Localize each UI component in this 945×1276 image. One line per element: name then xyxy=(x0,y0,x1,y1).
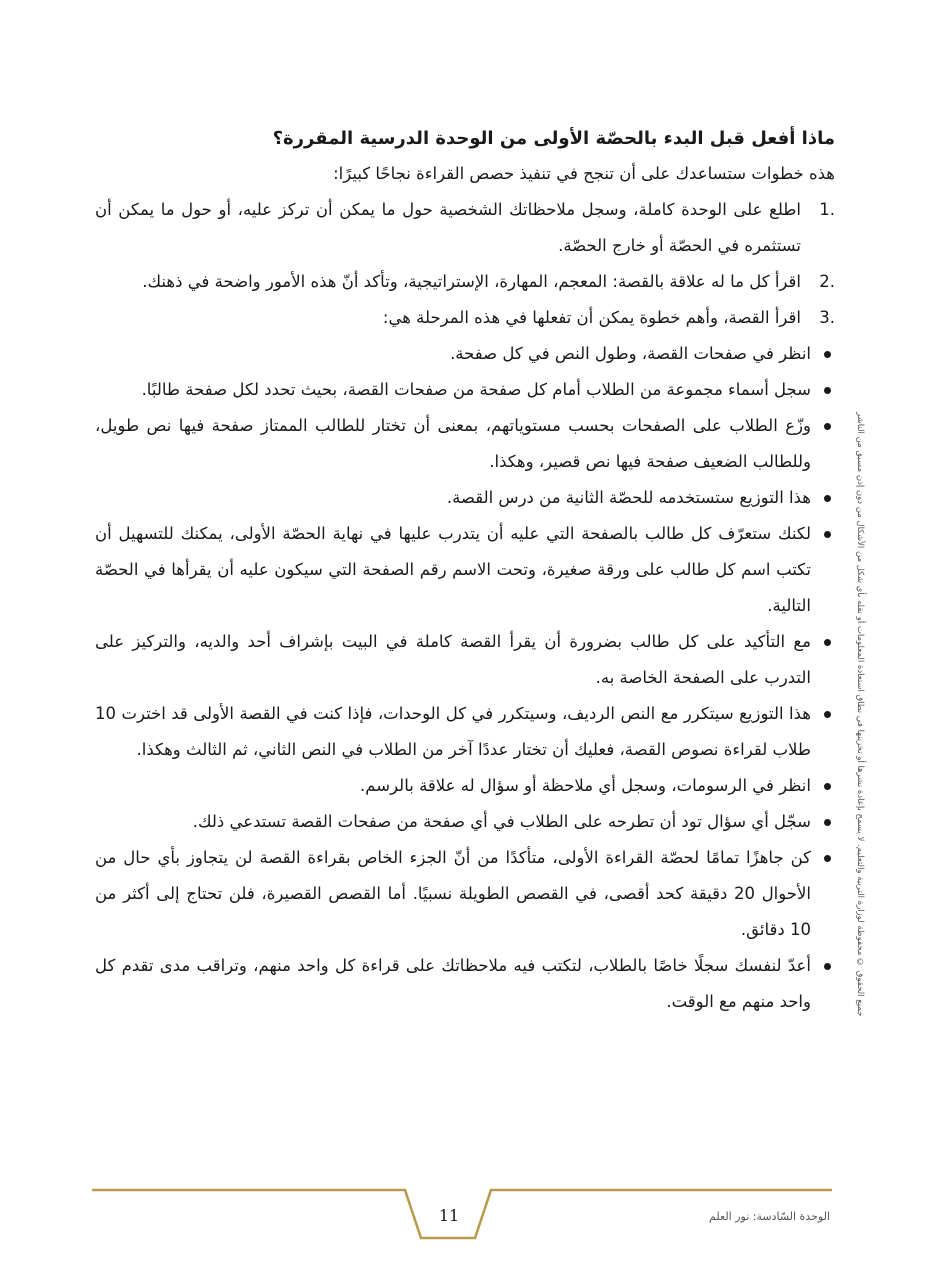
step-number: 2. xyxy=(819,272,835,291)
bullet-item: سجّل أي سؤال تود أن تطرحه على الطلاب في أي صفحة من صفحات القصة تستدعي ذلك. xyxy=(95,804,835,840)
step-text: اطلع على الوحدة كاملة، وسجل ملاحظاتك الشخصية حول ما يمكن أن تركز عليه، أو حول ما يمكن أن تستثمره في الحصّة أو خارج الحصّة. xyxy=(95,200,801,255)
bullet-item: لكنك ستعرّف كل طالب بالصفحة التي عليه أن يتدرب عليها في نهاية الحصّة الأولى، يمكنك للتسهيل أن تكتب اسم كل طالب على ورقة صغيرة، وتحت الاسم رقم الصفحة التي سيكون عليه أن يقرأها في الحصّة التالية. xyxy=(95,516,835,624)
bullet-item: انظر في الرسومات، وسجل أي ملاحظة أو سؤال له علاقة بالرسم. xyxy=(95,768,835,804)
bullet-item: هذا التوزيع ستستخدمه للحصّة الثانية من درس القصة. xyxy=(95,480,835,516)
step-number: 3. xyxy=(819,308,835,327)
bullet-list xyxy=(95,336,835,1020)
step-text: اقرأ القصة، وأهم خطوة يمكن أن تفعلها في هذه المرحلة هي: xyxy=(382,308,801,327)
footer-ornament xyxy=(0,1180,945,1276)
bullet-item: كن جاهزًا تمامًا لحصّة القراءة الأولى، متأكدًا من أنّ الجزء الخاص بقراءة القصة لن يتجاوز بأي حال من الأحوال 20 دقيقة كحد أقصى، في القصص الطويلة نسبيًا. أما القصص القصيرة، فلن تحتاج إلى أكثر من 10 دقائق. xyxy=(95,840,835,948)
copyright-note: جميع الحقوق © محفوظة لوزارة التربية والتعليم. لا يسمح بإعادة نشرها أو تخزينها في نطاق استعادة المعلومات أو نقله بأي شكل من الأشكال من دون إذن مسبق من الناشر xyxy=(855,411,865,1016)
steps-list xyxy=(95,192,835,336)
page-number: 11 xyxy=(438,1206,460,1225)
bullet-item: انظر في صفحات القصة، وطول النص في كل صفحة. xyxy=(95,336,835,372)
bullet-item: أعدّ لنفسك سجلًا خاصًا بالطلاب، لتكتب فيه ملاحظاتك على قراءة كل واحد منهم، وتراقب مدى تقدم كل واحد منهم مع الوقت. xyxy=(95,948,835,1020)
step-text: اقرأ كل ما له علاقة بالقصة: المعجم، المهارة، الإستراتيجية، وتأكد أنّ هذه الأمور واضحة في ذهنك. xyxy=(142,272,801,291)
bullet-item: هذا التوزيع سيتكرر مع النص الرديف، وسيتكرر في كل الوحدات، فإذا كنت في القصة الأولى قد اخترت 10 طلاب لقراءة نصوص القصة، فعليك أن تختار عددًا آخر من الطلاب في النص الثاني، ثم الثالث وهكذا. xyxy=(95,696,835,768)
step-item xyxy=(95,300,835,336)
intro-text: هذه خطوات ستساعدك على أن تنجح في تنفيذ حصص القراءة نجاحًا كبيرًا: xyxy=(333,164,835,183)
unit-label: الوحدة السّادسة: نور العلم xyxy=(709,1210,830,1223)
step-item xyxy=(95,264,835,300)
bullet-item: وزّع الطلاب على الصفحات بحسب مستوياتهم، بمعنى أن تختار للطالب الممتاز صفحة فيها نص طويل، وللطالب الضعيف صفحة فيها نص قصير، وهكذا. xyxy=(95,408,835,480)
bullet-item: سجل أسماء مجموعة من الطلاب أمام كل صفحة من صفحات القصة، بحيث تحدد لكل صفحة طالبًا. xyxy=(95,372,835,408)
page-content xyxy=(95,122,835,1020)
step-number: 1. xyxy=(819,200,835,219)
bullet-item: مع التأكيد على كل طالب بضرورة أن يقرأ القصة كاملة في البيت بإشراف أحد والديه، والتركيز على التدرب على الصفحة الخاصة به. xyxy=(95,624,835,696)
section-heading: ماذا أفعل قبل البدء بالحصّة الأولى من الوحدة الدرسية المقررة؟ xyxy=(272,128,835,149)
step-item xyxy=(95,192,835,264)
